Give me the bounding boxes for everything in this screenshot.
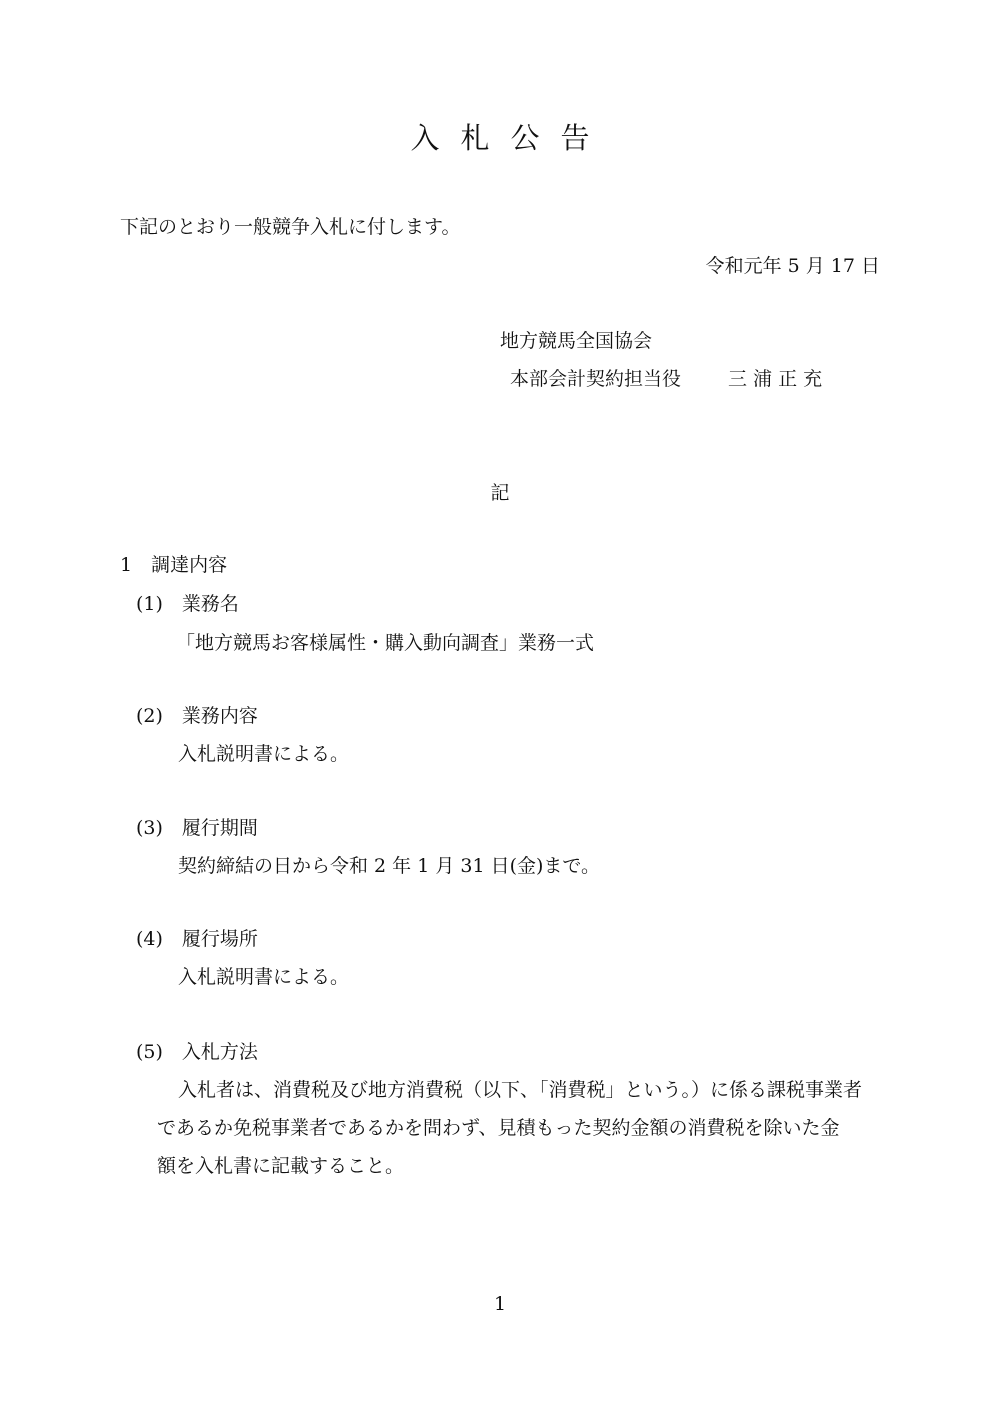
item-label: (5) 入札方法: [136, 1041, 258, 1063]
item-label: (1) 業務名: [136, 593, 239, 615]
page-number: 1: [493, 1293, 507, 1315]
intro-text: 下記のとおり一般競争入札に付します。: [120, 216, 461, 238]
item-label: (4) 履行場所: [136, 928, 258, 950]
item-content: 入札説明書による。: [178, 743, 350, 765]
item-content-line: 入札者は、消費税及び地方消費税（以下、「消費税」という。）に係る課税事業者: [178, 1079, 863, 1101]
item-content-line: であるか免税事業者であるかを問わず、見積もった契約金額の消費税を除いた金: [157, 1117, 840, 1139]
issuer-role: 本部会計契約担当役: [510, 368, 682, 390]
issuer-organization: 地方競馬全国協会: [500, 330, 653, 352]
notice-date: 令和元年 5 月 17 日: [705, 255, 880, 277]
issuer-name: 三 浦 正 充: [728, 368, 823, 390]
item-content-line: 額を入札書に記載すること。: [157, 1155, 405, 1177]
section-heading: 1 調達内容: [120, 554, 228, 576]
item-content: 入札説明書による。: [178, 966, 350, 988]
document-title: 入札公告: [410, 121, 611, 155]
item-label: (2) 業務内容: [136, 705, 258, 727]
item-content: 契約締結の日から令和 2 年 1 月 31 日(金)まで。: [178, 855, 601, 877]
item-label: (3) 履行期間: [136, 817, 258, 839]
ki-heading: 記: [490, 482, 510, 504]
item-content: 「地方競馬お客様属性・購入動向調査」業務一式: [176, 632, 595, 654]
